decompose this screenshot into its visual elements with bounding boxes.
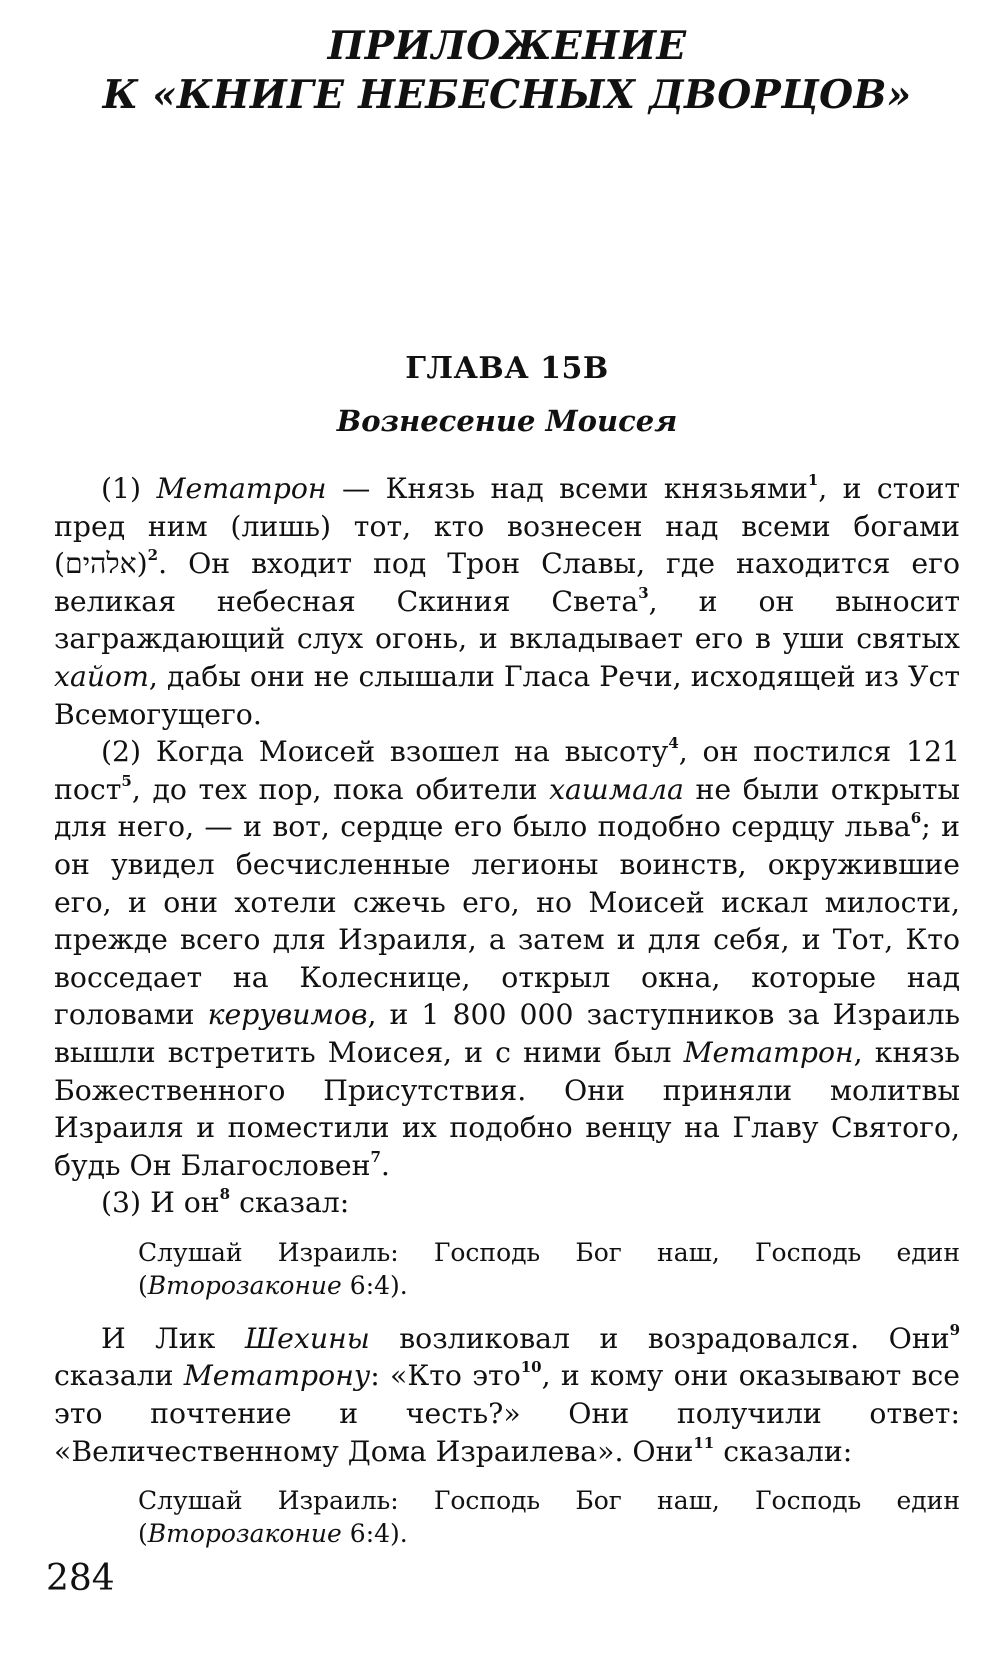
scripture-quote-2 — [138, 1484, 960, 1550]
text-run: сказали: — [714, 1434, 853, 1468]
name-metatron: Метатрону — [183, 1359, 371, 1393]
footnote-ref: 1 — [807, 471, 819, 489]
quote-reference: Второзаконие — [147, 1519, 342, 1549]
text-run: И он — [141, 1186, 220, 1220]
text-run: . — [380, 1148, 390, 1182]
text-run: , и стоит пред ним (лишь) тот, кто вознесен над всеми богами ( — [54, 472, 960, 581]
page-number: 284 — [46, 1558, 115, 1599]
quote-verse: 6:4). — [341, 1270, 408, 1300]
text-run: возликовал и возрадовался. Они — [369, 1321, 950, 1355]
header-line-2: К «КНИГЕ НЕБЕСНЫХ ДВОРЦОВ» — [102, 72, 912, 118]
running-header — [54, 22, 960, 120]
chapter-subtitle: Вознесение Моисея — [336, 404, 678, 438]
quote-text: Слушай Израиль: Господь Бог наш, Господь един ( — [138, 1237, 960, 1300]
footnote-ref: 8 — [219, 1185, 231, 1204]
term-hashmal: хашмала — [549, 772, 684, 806]
paragraph-3 — [54, 1184, 960, 1222]
paragraph-1 — [54, 470, 960, 733]
footnote-ref: 5 — [121, 771, 132, 790]
text-run: , дабы они не слышали Гласа Речи, исходящей из Уст Всемогущего. — [54, 659, 960, 731]
paragraph-number: (2) — [101, 735, 142, 769]
footnote-ref: 10 — [520, 1358, 542, 1377]
hebrew-word: אלהים — [65, 547, 137, 581]
header-line-1: ПРИЛОЖЕНИЕ — [327, 23, 687, 69]
term-shekhina: Шехины — [244, 1321, 370, 1355]
paragraph-number: (1) — [101, 472, 142, 505]
text-run: ) — [136, 547, 148, 581]
text-run: Когда Моисей взошел на высоту — [141, 735, 669, 769]
term-keruvim: керувимов — [207, 998, 368, 1032]
quote-reference: Второзаконие — [147, 1270, 342, 1300]
footnote-ref: 4 — [668, 734, 679, 753]
footnote-ref: 6 — [910, 809, 922, 828]
text-run: — Князь над всеми князьями — [326, 472, 808, 505]
name-metatron: Метатрон — [156, 472, 327, 505]
text-run: не были открыты для него, — и вот, сердце его было подобно сердцу льва — [54, 772, 960, 844]
chapter-body — [54, 470, 960, 1550]
paragraph-number: (3) — [101, 1186, 142, 1220]
term-hayot: хайот — [54, 659, 149, 693]
text-run: ; и он увидел бесчисленные легионы воинств, окружившие его, и они хотели сжечь его, но Моисей искал милости, прежде всего для Израиля, а затем и для себя, и Тот, Кто восседает на Колеснице, открыл окна, которые над головами — [54, 810, 960, 1032]
book-page — [54, 0, 960, 1568]
text-run: , и кому они оказывают все это почтение и честь?» Они получили ответ: «Величественному Дома Израилева». Они — [54, 1359, 960, 1468]
text-run: сказали — [54, 1359, 184, 1393]
footnote-ref: 9 — [949, 1320, 961, 1339]
paragraph-2 — [54, 733, 960, 1184]
footnote-ref: 2 — [147, 546, 159, 565]
text-run: , до тех пор, пока обители — [131, 772, 550, 806]
quote-verse: 6:4). — [341, 1519, 408, 1549]
footnote-ref: 3 — [638, 583, 649, 602]
quote-text: Слушай Израиль: Господь Бог наш, Господь един ( — [138, 1486, 960, 1549]
scripture-quote-1 — [138, 1236, 960, 1302]
text-run: : «Кто это — [370, 1359, 521, 1393]
text-run: , и он выносит заграждающий слух огонь, и вкладывает его в уши святых — [54, 584, 961, 656]
footnote-ref: 7 — [370, 1147, 381, 1166]
text-run: сказал: — [230, 1186, 350, 1220]
text-run: , он постился 121 пост — [54, 735, 961, 806]
name-metatron: Метатрон — [683, 1035, 854, 1069]
text-run: , князь Божественного Присутствия. Они приняли молитвы Израиля и поместили их подобно венцу на Главу Святого, будь Он Благословен — [54, 1035, 960, 1182]
footnote-ref: 11 — [693, 1433, 715, 1452]
text-run: , и 1 800 000 заступников за Израиль вышли встретить Моисея, и с ними был — [54, 998, 961, 1069]
text-run: И Лик — [101, 1321, 245, 1355]
paragraph-4 — [54, 1320, 960, 1470]
chapter-title: ГЛАВА 15В — [405, 351, 609, 386]
text-run: . Он входит под Трон Славы, где находится его великая небесная Скиния Света — [54, 547, 960, 618]
